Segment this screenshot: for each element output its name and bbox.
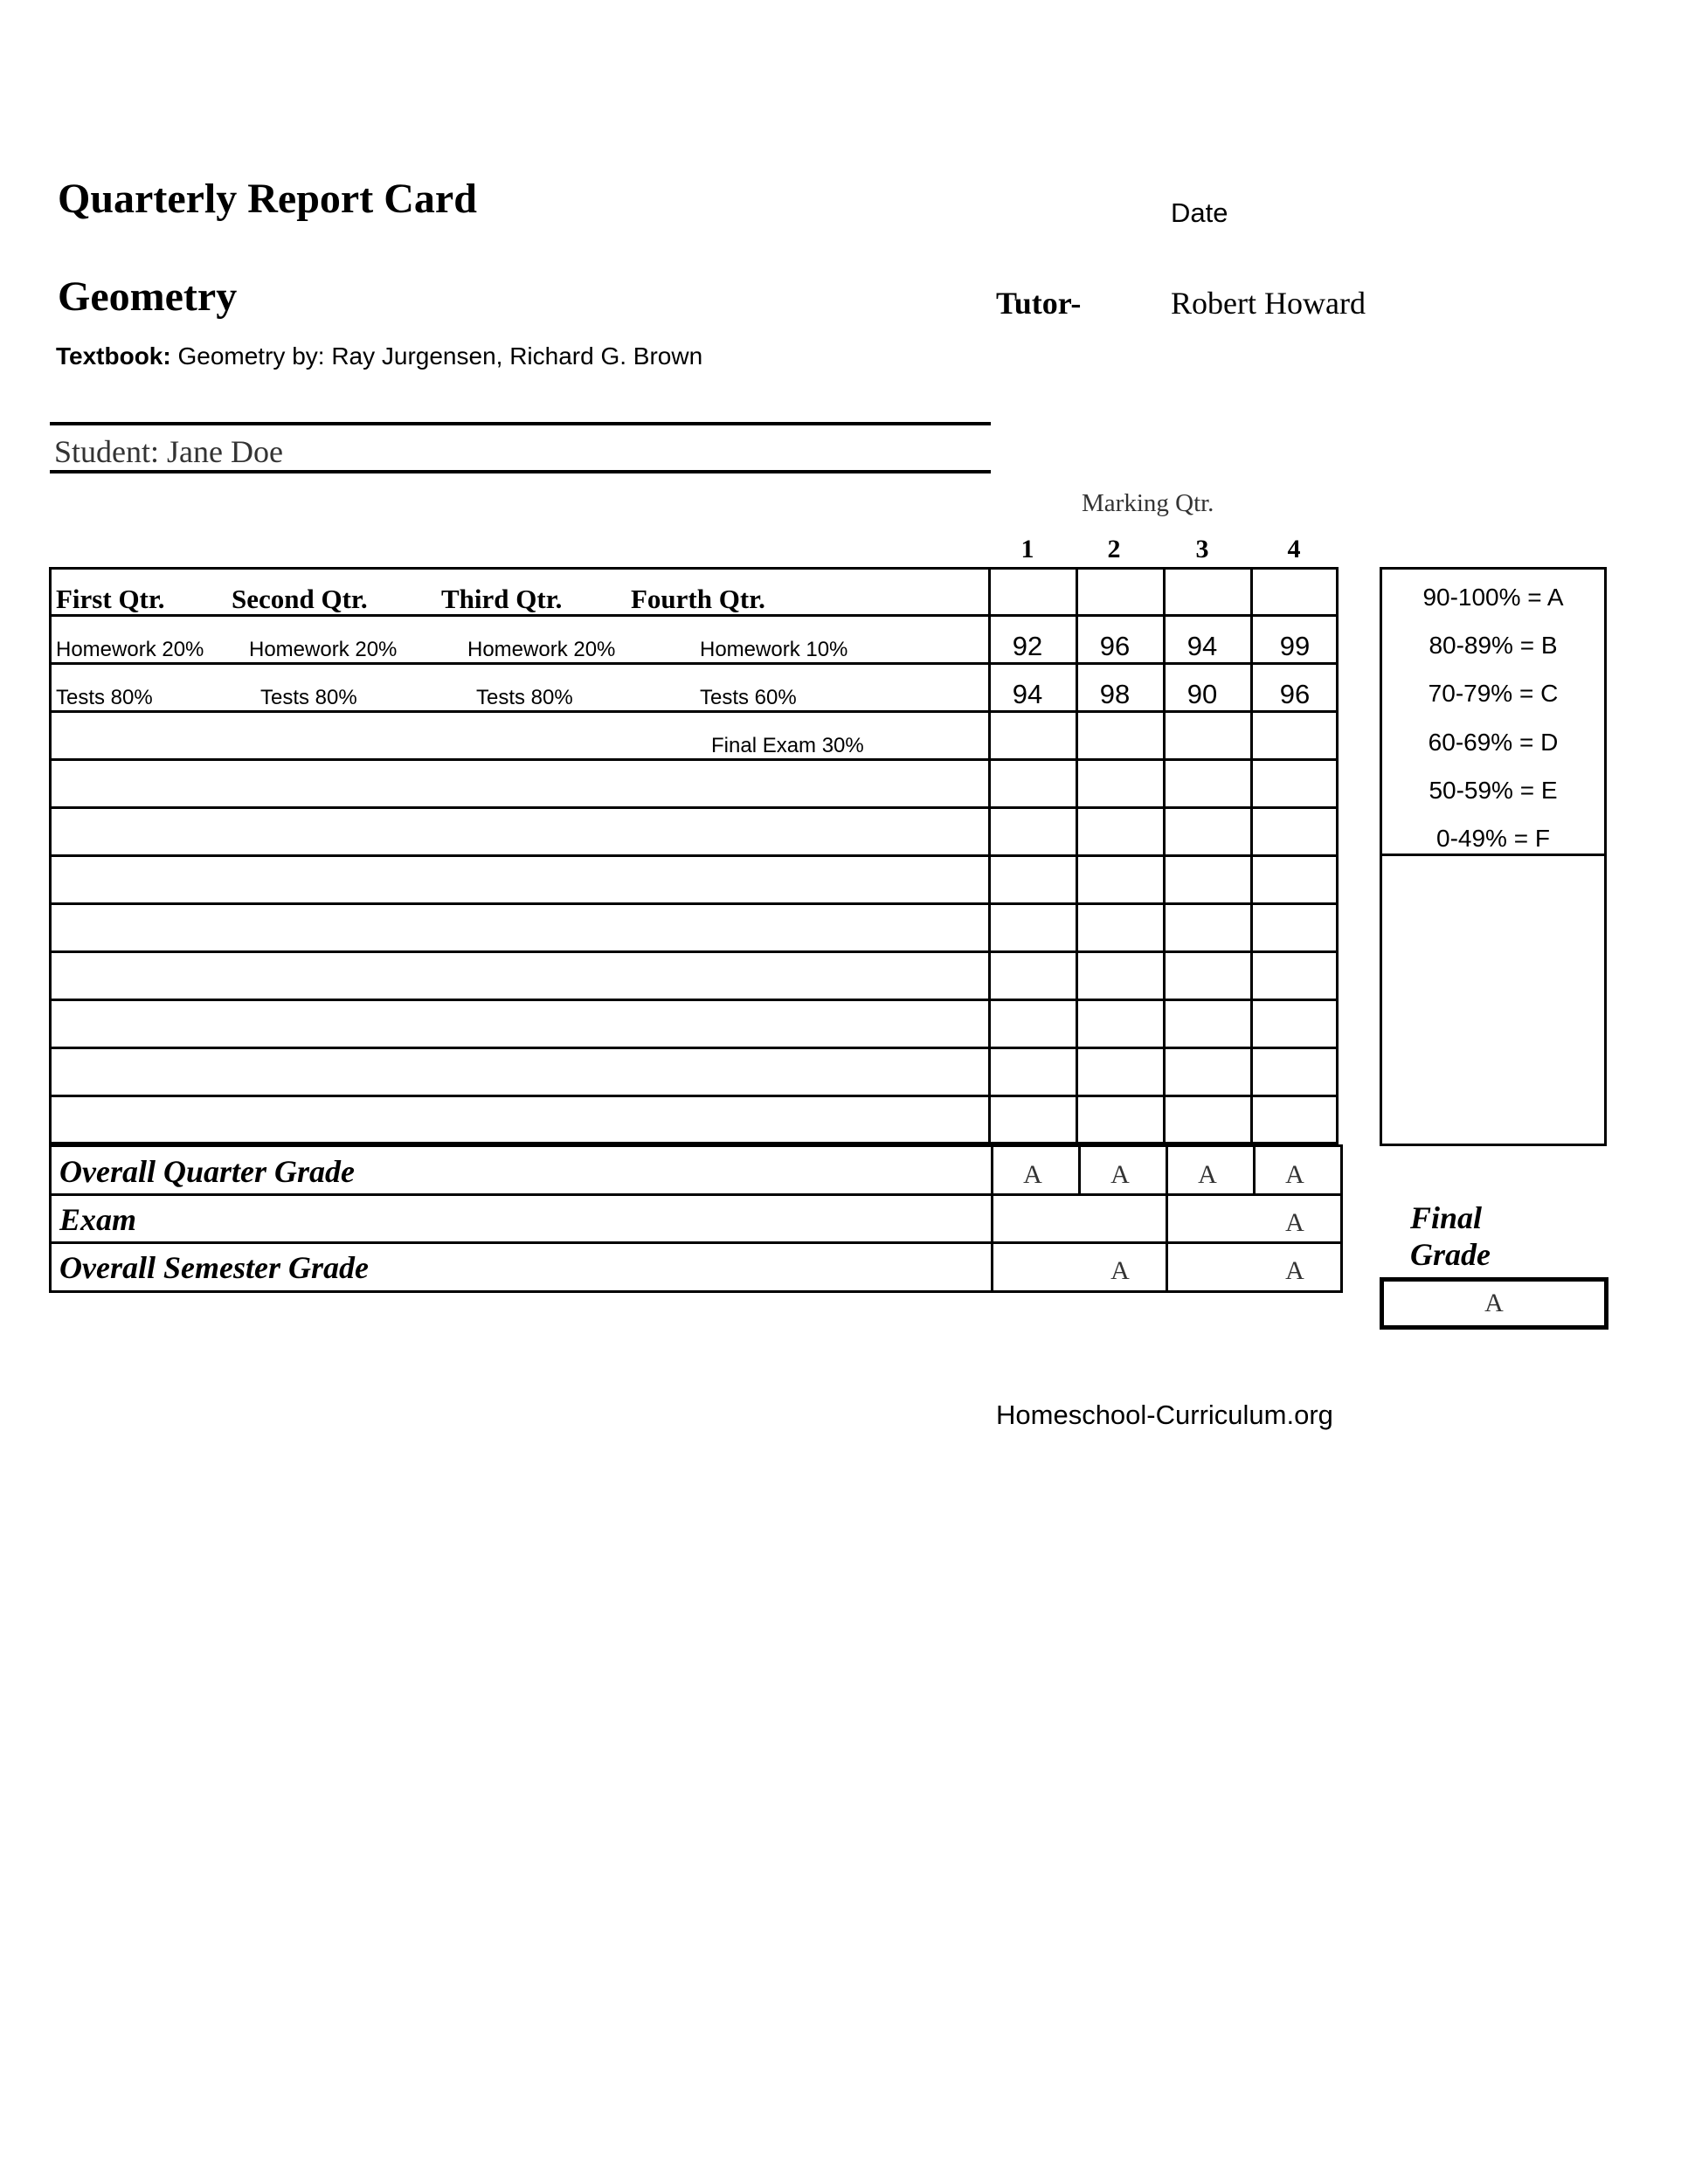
scale-divider: [1380, 854, 1607, 856]
table-row-divider: [49, 710, 1339, 713]
quarter-number: 2: [1107, 535, 1121, 563]
tests-weight-q4: Tests 60%: [700, 686, 797, 709]
quarter-grade: A: [1285, 1160, 1304, 1189]
table-row-divider: [49, 854, 1339, 857]
final-grade-label-line1: Final: [1410, 1200, 1483, 1235]
final-grade-label-line2: Grade: [1410, 1237, 1491, 1272]
test-score: 96: [1279, 679, 1311, 709]
page-title: Quarterly Report Card: [58, 176, 477, 222]
scale-item: 80-89% = B: [1429, 632, 1558, 659]
homework-score: 99: [1279, 631, 1311, 661]
homework-weight-q2: Homework 20%: [249, 638, 398, 661]
homework-score: 94: [1186, 631, 1218, 661]
tests-weight-q3: Tests 80%: [476, 686, 573, 709]
date-label: Date: [1171, 197, 1228, 228]
test-score: 90: [1186, 679, 1218, 709]
quarter-number: 1: [1020, 535, 1034, 563]
student-top-line: [50, 422, 991, 425]
test-score: 94: [1012, 679, 1043, 709]
footer-site: Homeschool-Curriculum.org: [996, 1400, 1333, 1430]
scale-item: 90-100% = A: [1422, 584, 1564, 611]
table-row-divider: [49, 1095, 1339, 1097]
subject-title: Geometry: [58, 273, 238, 320]
summary-row-divider: [49, 1193, 1343, 1196]
quarter-grade: A: [1023, 1160, 1042, 1189]
homework-score: 96: [1099, 631, 1131, 661]
quarter-grade: A: [1110, 1160, 1130, 1189]
tests-weight-q2: Tests 80%: [260, 686, 357, 709]
tutor-name: Robert Howard: [1171, 286, 1366, 321]
quarter-grade: A: [1198, 1160, 1217, 1189]
exam-label: Exam: [59, 1202, 137, 1237]
scale-item: 50-59% = E: [1429, 777, 1558, 804]
semester-grade: A: [1110, 1256, 1130, 1285]
header-first-qtr: First Qtr.: [56, 584, 165, 614]
table-col-divider: [1250, 567, 1253, 1144]
table-row-divider: [49, 999, 1339, 1001]
textbook-label: Textbook:: [56, 342, 171, 370]
final-grade-value: A: [1380, 1277, 1608, 1330]
overall-semester-grade-label: Overall Semester Grade: [59, 1250, 369, 1285]
overall-quarter-grade-label: Overall Quarter Grade: [59, 1154, 355, 1189]
table-row-divider: [49, 1047, 1339, 1049]
quarter-number: 3: [1195, 535, 1209, 563]
exam-grade: A: [1285, 1208, 1304, 1237]
homework-score: 92: [1012, 631, 1043, 661]
scale-item: 60-69% = D: [1428, 729, 1559, 756]
table-row-divider: [49, 950, 1339, 953]
final-exam-weight: Final Exam 30%: [711, 734, 864, 757]
tests-weight-q1: Tests 80%: [56, 686, 153, 709]
tutor-label: Tutor-: [996, 286, 1082, 321]
scale-item: 70-79% = C: [1428, 680, 1559, 707]
table-row-divider: [49, 662, 1339, 665]
homework-weight-q1: Homework 20%: [56, 638, 204, 661]
table-row-divider: [49, 758, 1339, 761]
student-bottom-line: [50, 470, 991, 473]
quarter-number: 4: [1287, 535, 1301, 563]
textbook-value: Geometry by: Ray Jurgensen, Richard G. Brown: [177, 342, 703, 370]
homework-weight-q4: Homework 10%: [700, 638, 848, 661]
textbook-line: [56, 342, 702, 370]
test-score: 98: [1099, 679, 1131, 709]
table-row-divider: [49, 806, 1339, 809]
header-third-qtr: Third Qtr.: [441, 584, 563, 614]
semester-grade: A: [1285, 1256, 1304, 1285]
student-name: Student: Jane Doe: [54, 434, 283, 469]
scale-item: 0-49% = F: [1436, 825, 1550, 852]
marking-qtr-label: Marking Qtr.: [1082, 489, 1214, 517]
header-fourth-qtr: Fourth Qtr.: [631, 584, 765, 614]
summary-row-divider: [49, 1241, 1343, 1244]
homework-weight-q3: Homework 20%: [467, 638, 616, 661]
header-second-qtr: Second Qtr.: [232, 584, 368, 614]
table-row-divider: [49, 902, 1339, 905]
